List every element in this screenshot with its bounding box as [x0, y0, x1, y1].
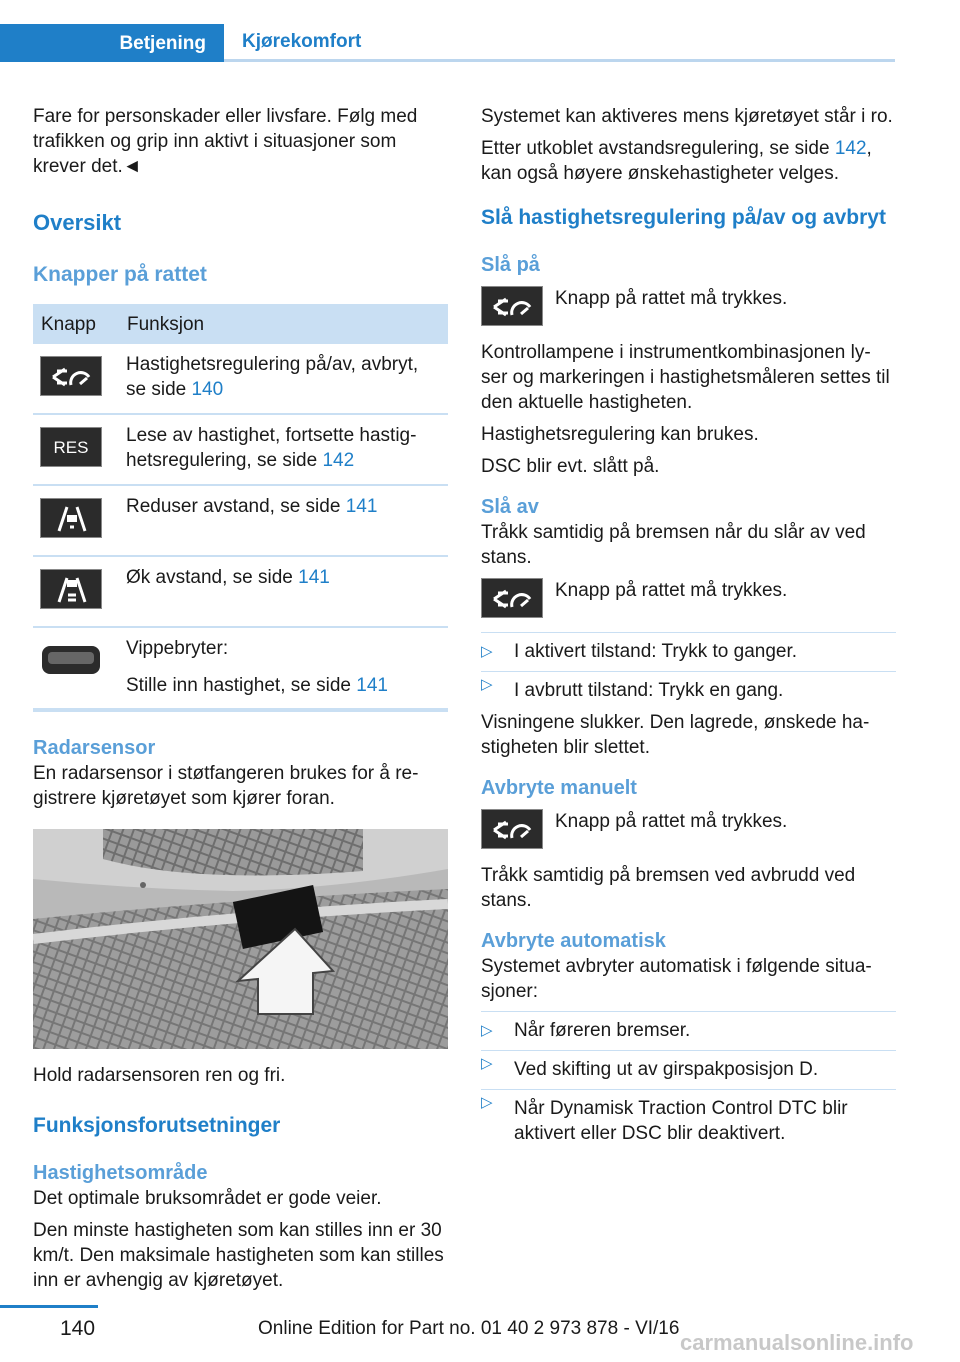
list-item-text: Ved skifting ut av girspakposisjon D. [514, 1059, 819, 1080]
bullet-list-auto [481, 1011, 896, 1146]
para-usable: Hastighetsregulering kan brukes. [481, 424, 759, 445]
section-tab-betjening: Betjening [0, 24, 224, 62]
para-activate: Systemet kan aktiveres mens kjøretøyet står i ro. [481, 106, 893, 127]
press-text: Knapp på rattet må trykkes. [555, 288, 788, 309]
res-label: RES [53, 437, 89, 457]
heading-funksjonsforutsetninger: Funksjonsforutsetninger [33, 1114, 281, 1137]
bullet-list-sla-av [481, 632, 896, 703]
heading-knapper: Knapper på rattet [33, 263, 207, 286]
footer-rule [0, 1305, 98, 1308]
para-distance-text-2: , kan også høyere ønskehastigheter velges. [481, 138, 872, 184]
row-text: Reduser avstand, se side [126, 496, 346, 517]
table-row [33, 344, 448, 414]
row-text-2: Stille inn hastighet, se side [126, 675, 357, 696]
table-row [33, 414, 448, 485]
right-column [481, 104, 896, 1153]
row-text: Hastighetsregulering på/av, avbryt, se side [126, 354, 419, 400]
page-link[interactable]: 141 [345, 496, 378, 517]
heading-hastighetsomrade: Hastighetsområde [33, 1162, 208, 1184]
page-link[interactable]: 142 [322, 450, 355, 471]
list-item-text: Når Dynamisk Traction Control DTC blir aktivert eller DSC blir deaktivert. [514, 1098, 848, 1144]
section-tab-kjorekomfort: Kjørekomfort [224, 24, 895, 62]
page-link[interactable]: 140 [191, 379, 224, 400]
heading-sla-pa-av: Slå hastighetsregulering på/av og avbryt [481, 206, 886, 229]
table-row [33, 485, 448, 556]
page-link[interactable]: 142 [834, 138, 867, 159]
para-brake: Tråkk samtidig på bremsen når du slår av ved stans. [481, 522, 866, 568]
heading-oversikt: Oversikt [33, 210, 122, 235]
distance-increase-icon [40, 569, 102, 609]
list-item-text: Når føreren bremser. [514, 1020, 691, 1041]
para-distance-text: Etter utkoblet avstandsregulering, se side [481, 138, 835, 159]
left-column [33, 104, 448, 1300]
warning-text: Fare for personskader eller livsfare. Følg med trafikken og grip inn aktivt i situasjoner som krever det.◄ [33, 106, 418, 177]
para-brake-stop: Tråkk samtidig på bremsen ved avbrudd ved stans. [481, 865, 856, 911]
list-item-text: I avbrutt tilstand: Trykk en gang. [514, 680, 784, 701]
row-text: Øk avstand, se side [126, 567, 299, 588]
column-header-knapp: Knapp [33, 304, 119, 344]
page-link[interactable]: 141 [298, 567, 330, 588]
edition-text: Online Edition for Part no. 01 40 2 973 878 - VI/16 [258, 1318, 680, 1339]
speed-text-1: Det optimale bruksområdet er gode veier. [33, 1188, 382, 1209]
heading-sla-pa: Slå på [481, 254, 540, 276]
page-header [0, 24, 895, 62]
list-item-text: I aktivert tilstand: Trykk to ganger. [514, 641, 798, 662]
column-header-funksjon: Funksjon [119, 304, 448, 344]
press-text: Knapp på rattet må trykkes. [555, 811, 788, 832]
triangle-bullet-icon: ▷ [481, 1022, 493, 1039]
photo-caption: Hold radarsensoren ren og fri. [33, 1065, 286, 1086]
triangle-bullet-icon: ▷ [481, 1055, 493, 1072]
rocker-switch-icon [40, 640, 102, 680]
list-item [481, 671, 896, 703]
row-text: Vippebryter: [126, 638, 229, 659]
row-text: Lese av hastighet, fortsette hastig‐hetsregulering, se side [126, 425, 417, 471]
cruise-control-icon [481, 578, 543, 618]
list-item [481, 1089, 896, 1146]
press-instruction [481, 578, 896, 618]
list-item [481, 1018, 896, 1043]
para-distance [481, 136, 896, 186]
radar-sensor-photo [33, 829, 448, 1049]
buttons-table [33, 304, 448, 712]
para-dsc: DSC blir evt. slått på. [481, 456, 660, 477]
para-auto: Systemet avbryter automatisk i følgende situa‐sjoner: [481, 956, 872, 1002]
triangle-bullet-icon: ▷ [481, 643, 493, 660]
speed-text-2: Den minste hastigheten som kan stilles inn er 30 km/t. Den maksimale hastigheten som kan stilles inn er avhengig av kjøretøyet. [33, 1220, 444, 1291]
press-instruction [481, 286, 896, 326]
watermark: carmanualsonline.info [680, 1330, 914, 1355]
radar-text: En radarsensor i støtfangeren brukes for å re‐gistrere kjøretøyet som kjører foran. [33, 763, 419, 809]
heading-avbryte-manuelt: Avbryte manuelt [481, 777, 637, 799]
res-button-icon [40, 427, 102, 467]
list-item [481, 639, 896, 664]
cruise-control-icon [481, 809, 543, 849]
triangle-bullet-icon: ▷ [481, 676, 493, 693]
heading-radarsensor: Radarsensor [33, 737, 156, 759]
distance-decrease-icon [40, 498, 102, 538]
cruise-control-icon [481, 286, 543, 326]
list-item [481, 1050, 896, 1082]
heading-avbryte-automatisk: Avbryte automatisk [481, 930, 666, 952]
para-displays: Visningene slukker. Den lagrede, ønskede ha‐stigheten blir slettet. [481, 712, 870, 758]
heading-sla-av: Slå av [481, 496, 539, 518]
press-text: Knapp på rattet må trykkes. [555, 580, 788, 601]
para-lamps: Kontrollampene i instrumentkombinasjonen ly‐ser og markeringen i hastighetsmåleren settes til den aktuelle hastigheten. [481, 342, 890, 413]
triangle-bullet-icon: ▷ [481, 1094, 493, 1111]
press-instruction [481, 809, 896, 849]
page-number: 140 [60, 1317, 96, 1340]
table-row [33, 627, 448, 710]
table-row [33, 556, 448, 627]
page-link[interactable]: 141 [356, 675, 388, 696]
cruise-control-icon [40, 356, 102, 396]
